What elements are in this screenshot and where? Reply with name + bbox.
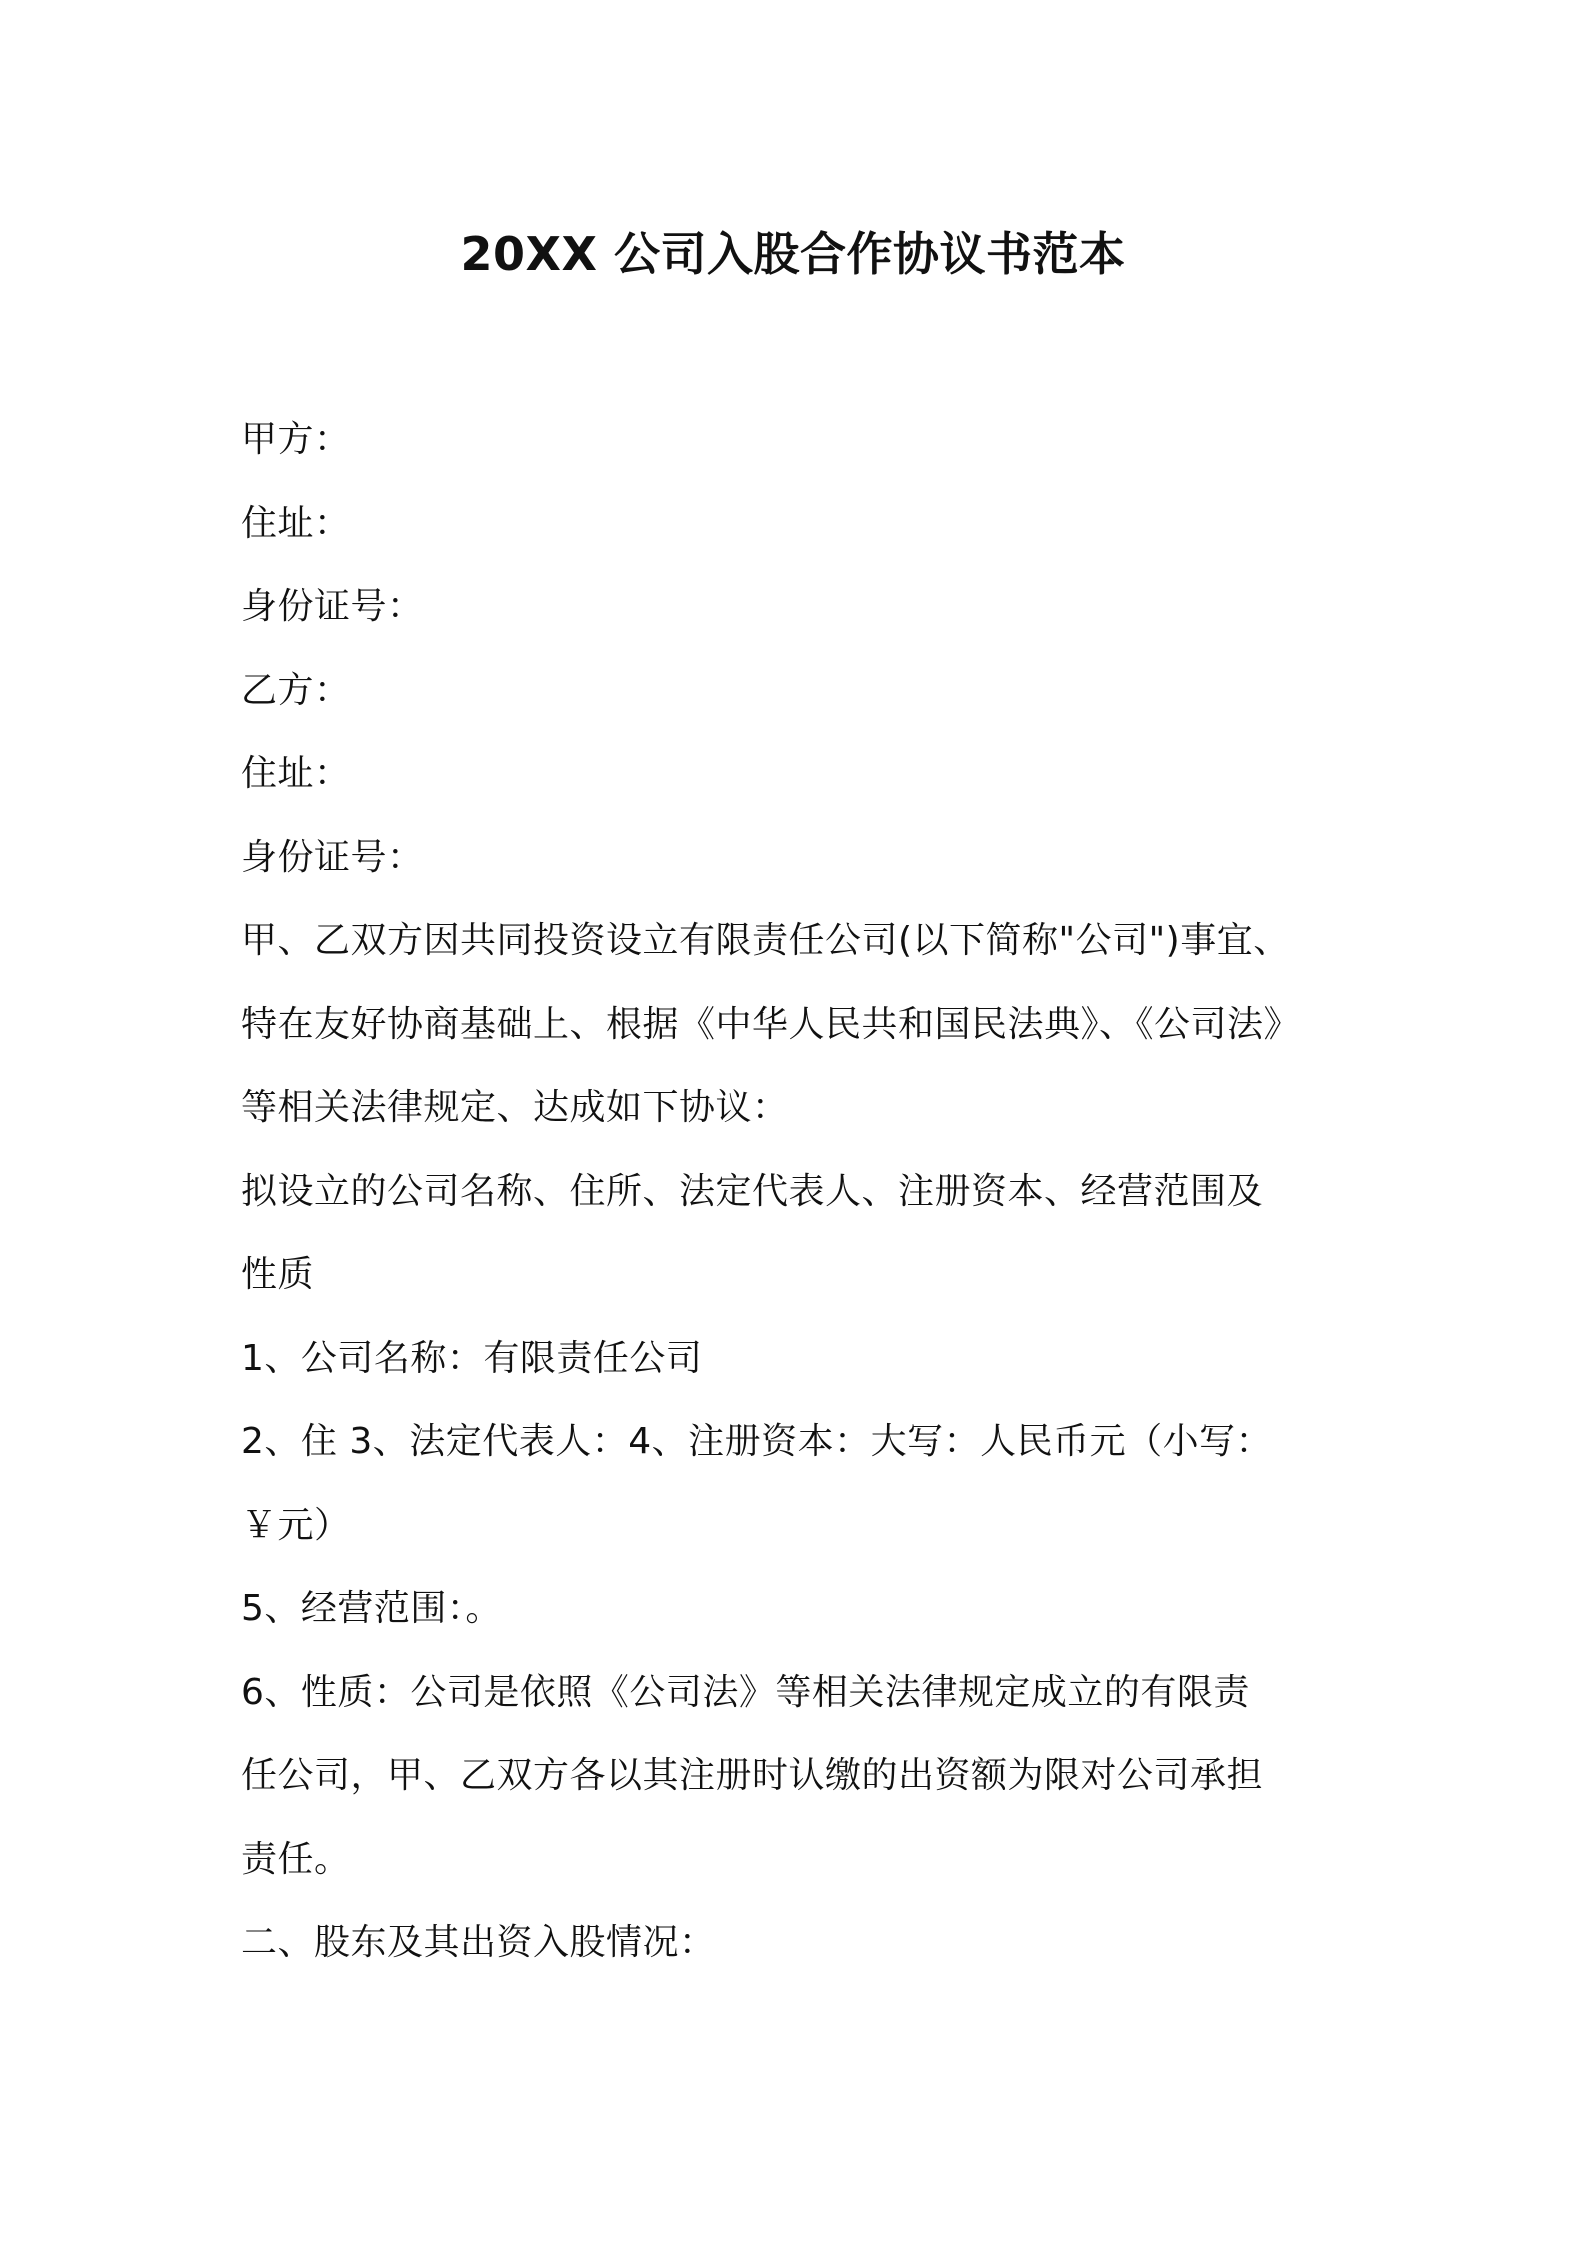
clause-company-name: 1、公司名称：有限责任公司 (241, 1337, 703, 1379)
party-a-address-label: 住址： (241, 502, 351, 544)
party-a-label: 甲方： (241, 419, 351, 460)
section-1-heading-line-2: 性质 (241, 1254, 315, 1295)
section-2-heading: 二、股东及其出资入股情况： (241, 1922, 716, 1963)
clause-nature-line-3: 责任。 (241, 1838, 351, 1880)
document-title: 20XX 公司入股合作协议书范本 (460, 227, 1126, 281)
preamble-line-1: 甲、乙双方因共同投资设立有限责任公司(以下简称"公司")事宜、 (241, 920, 1290, 961)
party-a-id-label: 身份证号： (241, 586, 424, 627)
party-b-address-label: 住址： (241, 753, 351, 794)
section-1-heading-line-1: 拟设立的公司名称、住所、法定代表人、注册资本、经营范围及 (241, 1170, 1264, 1212)
preamble-line-2: 特在友好协商基础上、根据《中华人民共和国民法典》、《公司法》 (241, 1003, 1301, 1045)
clause-nature-line-1: 6、性质：公司是依照《公司法》等相关法律规定成立的有限责 (241, 1671, 1250, 1713)
clause-address-rep-capital: 2、住 3、法定代表人：4、注册资本：大写：人民币元（小写： (241, 1421, 1273, 1462)
clause-capital-continued: ￥元） (241, 1504, 351, 1546)
document-body (241, 398, 1361, 1985)
party-b-id-label: 身份证号： (241, 836, 424, 878)
preamble-line-3: 等相关法律规定、达成如下协议： (241, 1087, 789, 1128)
party-b-label: 乙方： (241, 669, 351, 711)
clause-business-scope: 5、经营范围：。 (241, 1588, 502, 1629)
clause-nature-line-2: 任公司，甲、乙双方各以其注册时认缴的出资额为限对公司承担 (241, 1755, 1264, 1796)
